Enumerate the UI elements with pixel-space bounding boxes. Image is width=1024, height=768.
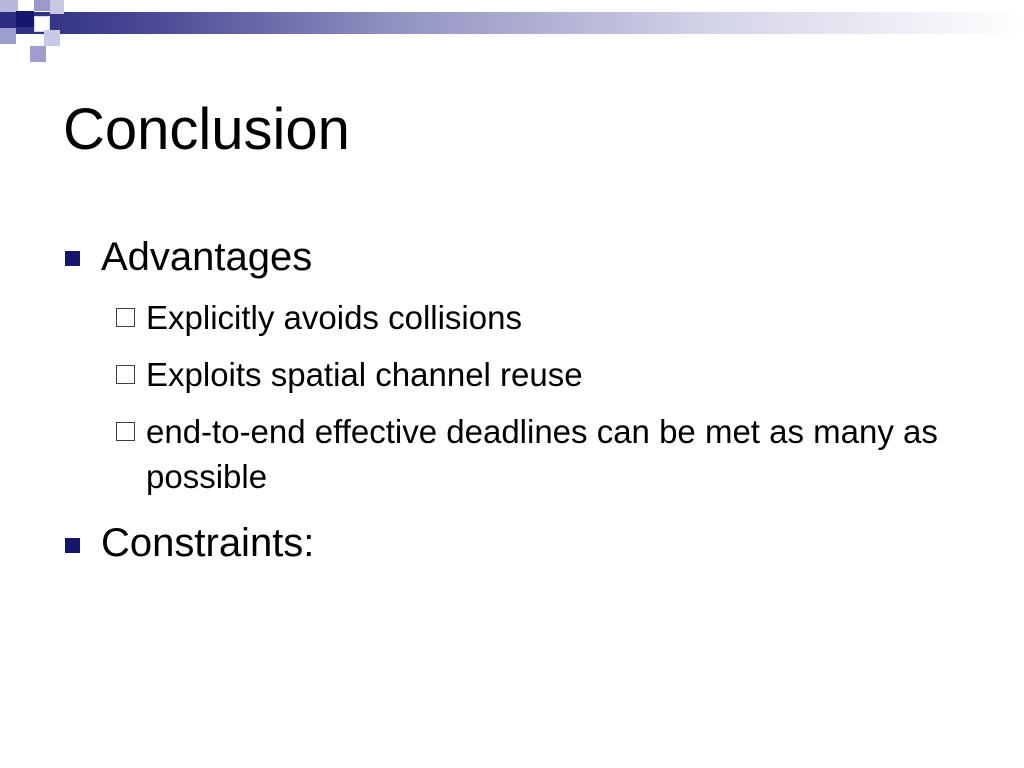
header-gradient-band: [0, 12, 1024, 34]
sub-bullet-item: Exploits spatial channel reuse: [146, 356, 583, 393]
slide-title: Conclusion: [63, 97, 350, 162]
square-bullet-icon: [65, 251, 80, 266]
sub-bullet-item: Explicitly avoids collisions: [146, 299, 522, 336]
square-bullet-icon: [65, 538, 80, 553]
checkbox-bullet-icon: [116, 422, 135, 441]
bullet-constraints: Constraints:: [101, 521, 315, 565]
checkbox-bullet-icon: [116, 308, 135, 327]
sub-bullet-item: end-to-end effective deadlines can be met as many as possible: [146, 413, 938, 495]
checkbox-bullet-icon: [116, 365, 135, 384]
bullet-advantages: Advantages: [101, 235, 313, 279]
